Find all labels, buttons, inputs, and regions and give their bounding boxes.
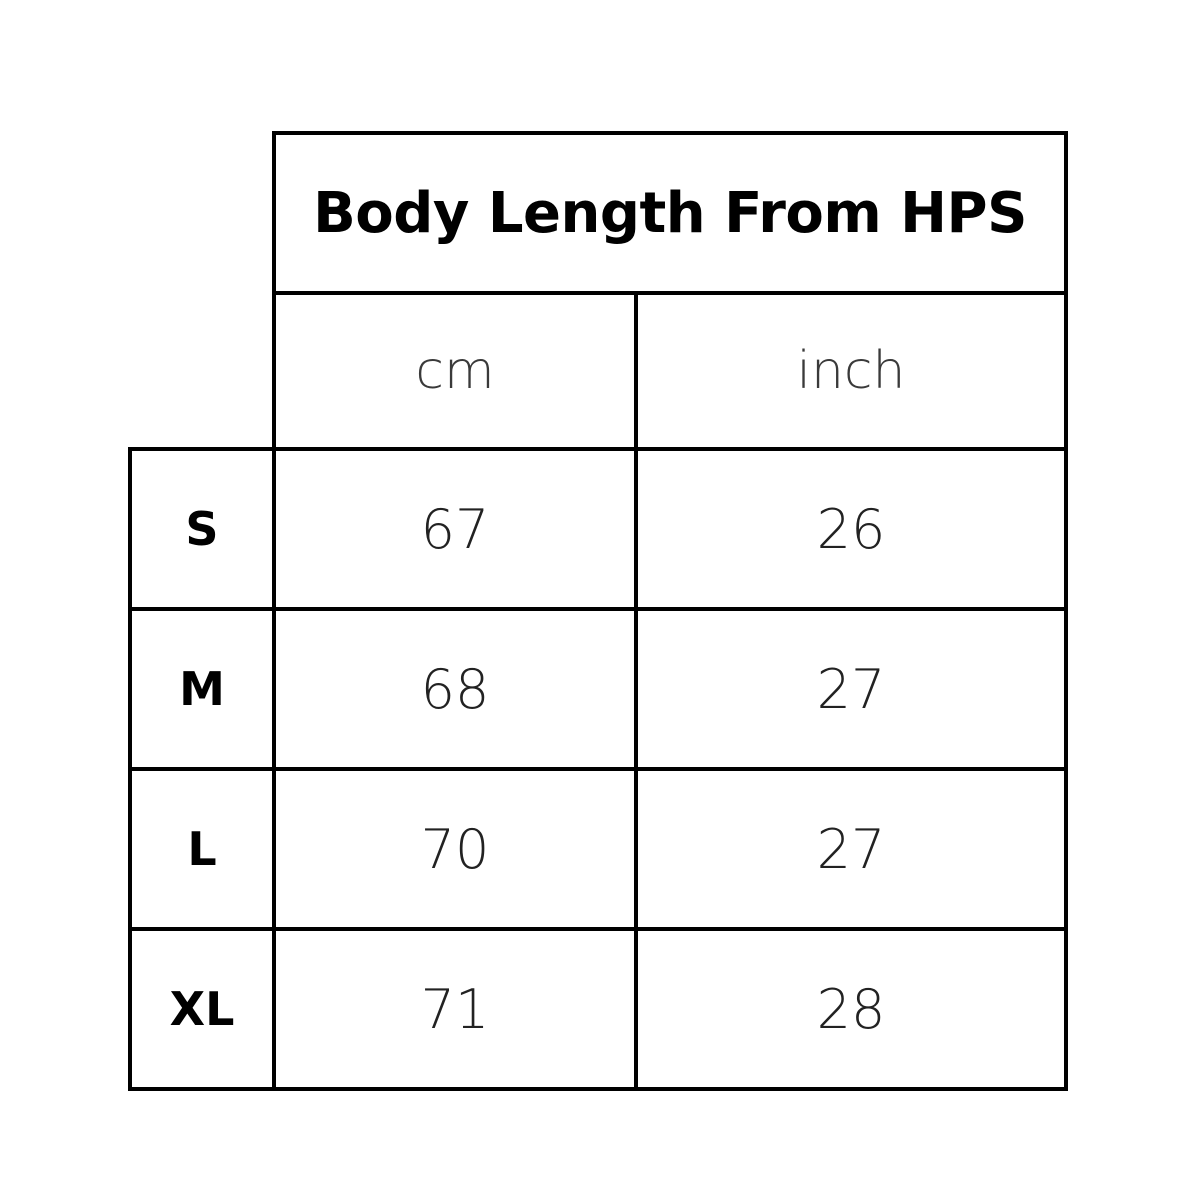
value-inch: 26 [636, 449, 1066, 609]
value-cm: 71 [274, 929, 636, 1089]
table-row [130, 609, 1066, 769]
table-title-row [130, 133, 1066, 293]
size-chart-table [128, 131, 1068, 1091]
value-inch: 27 [636, 609, 1066, 769]
corner-cell-units [130, 293, 274, 449]
value-cm: 70 [274, 769, 636, 929]
table-row [130, 769, 1066, 929]
size-label: M [130, 609, 274, 769]
table-units-row [130, 293, 1066, 449]
value-cm: 67 [274, 449, 636, 609]
unit-header-inch: inch [636, 293, 1066, 449]
value-cm: 68 [274, 609, 636, 769]
value-inch: 27 [636, 769, 1066, 929]
unit-header-cm: cm [274, 293, 636, 449]
size-label: XL [130, 929, 274, 1089]
value-inch: 28 [636, 929, 1066, 1089]
measurement-title: Body Length From HPS [274, 133, 1066, 293]
size-label: L [130, 769, 274, 929]
table-row [130, 929, 1066, 1089]
corner-cell-title [130, 133, 274, 293]
table-row [130, 449, 1066, 609]
size-label: S [130, 449, 274, 609]
